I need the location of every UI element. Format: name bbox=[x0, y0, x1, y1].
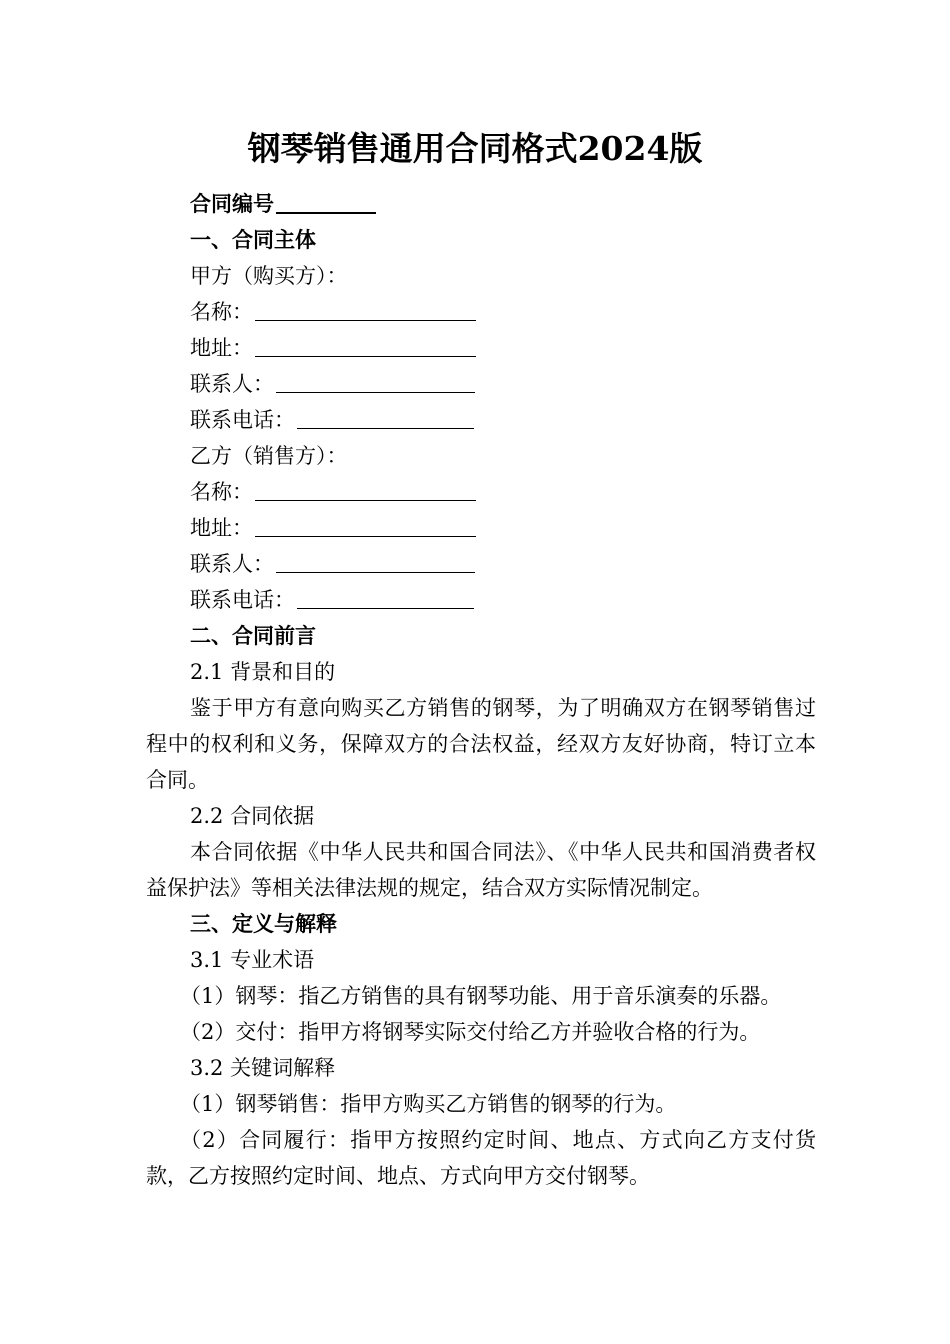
party-b-name-blank bbox=[255, 474, 476, 501]
party-b-phone-blank bbox=[297, 582, 474, 609]
party-a-name-label: 名称： bbox=[190, 300, 253, 324]
party-b-label: 乙方（销售方）： bbox=[190, 444, 348, 468]
party-b-name-label: 名称： bbox=[190, 480, 253, 504]
party-a-contact-line bbox=[146, 366, 816, 402]
contract-number-line bbox=[146, 186, 816, 222]
document-body bbox=[146, 186, 816, 1194]
section-2-1-paragraph: 鉴于甲方有意向购买乙方销售的钢琴，为了明确双方在钢琴销售过程中的权利和义务，保障双方的合法权益，经双方友好协商，特订立本合同。 bbox=[146, 696, 816, 792]
section-3-heading: 三、定义与解释 bbox=[190, 911, 337, 936]
party-b-phone-line bbox=[146, 582, 816, 618]
party-b-contact-label: 联系人： bbox=[190, 552, 274, 576]
list-item: （2）合同履行：指甲方按照约定时间、地点、方式向乙方支付货款，乙方按照约定时间、地点、方式向甲方交付钢琴。 bbox=[146, 1128, 816, 1188]
party-a-address-blank bbox=[255, 330, 476, 357]
party-a-contact-label: 联系人： bbox=[190, 372, 274, 396]
party-a-name-blank bbox=[255, 294, 476, 321]
document-title: 钢琴销售通用合同格式2024版 bbox=[247, 129, 703, 168]
party-b-address-blank bbox=[255, 510, 476, 537]
party-a-address-label: 地址： bbox=[190, 336, 253, 360]
party-b-phone-label: 联系电话： bbox=[190, 588, 295, 612]
party-a-phone-label: 联系电话： bbox=[190, 408, 295, 432]
party-a-address-line bbox=[146, 330, 816, 366]
party-a-label: 甲方（购买方）： bbox=[190, 264, 348, 288]
party-b-name-line bbox=[146, 474, 816, 510]
party-a-phone-line bbox=[146, 402, 816, 438]
party-b-address-line bbox=[146, 510, 816, 546]
party-b-contact-line bbox=[146, 546, 816, 582]
contract-number-blank bbox=[276, 186, 376, 214]
section-3-2-title: 3.2 关键词解释 bbox=[190, 1056, 336, 1080]
list-item: （1）钢琴销售：指甲方购买乙方销售的钢琴的行为。 bbox=[180, 1092, 677, 1116]
section-1-heading: 一、合同主体 bbox=[190, 227, 316, 252]
section-2-1-title: 2.1 背景和目的 bbox=[190, 660, 336, 684]
party-b-address-label: 地址： bbox=[190, 516, 253, 540]
contract-number-label: 合同编号 bbox=[190, 191, 274, 216]
party-b-contact-blank bbox=[276, 546, 475, 573]
party-a-phone-blank bbox=[297, 402, 474, 429]
party-a-name-line bbox=[146, 294, 816, 330]
list-item: （1）钢琴：指乙方销售的具有钢琴功能、用于音乐演奏的乐器。 bbox=[180, 984, 782, 1008]
party-a-contact-blank bbox=[276, 366, 475, 393]
section-3-1-title: 3.1 专业术语 bbox=[190, 948, 315, 972]
list-item: （2）交付：指甲方将钢琴实际交付给乙方并验收合格的行为。 bbox=[180, 1020, 761, 1044]
section-2-2-paragraph: 本合同依据《中华人民共和国合同法》、《中华人民共和国消费者权益保护法》等相关法律法规的规定，结合双方实际情况制定。 bbox=[146, 840, 816, 900]
section-2-2-title: 2.2 合同依据 bbox=[190, 804, 315, 828]
section-2-heading: 二、合同前言 bbox=[190, 623, 316, 648]
